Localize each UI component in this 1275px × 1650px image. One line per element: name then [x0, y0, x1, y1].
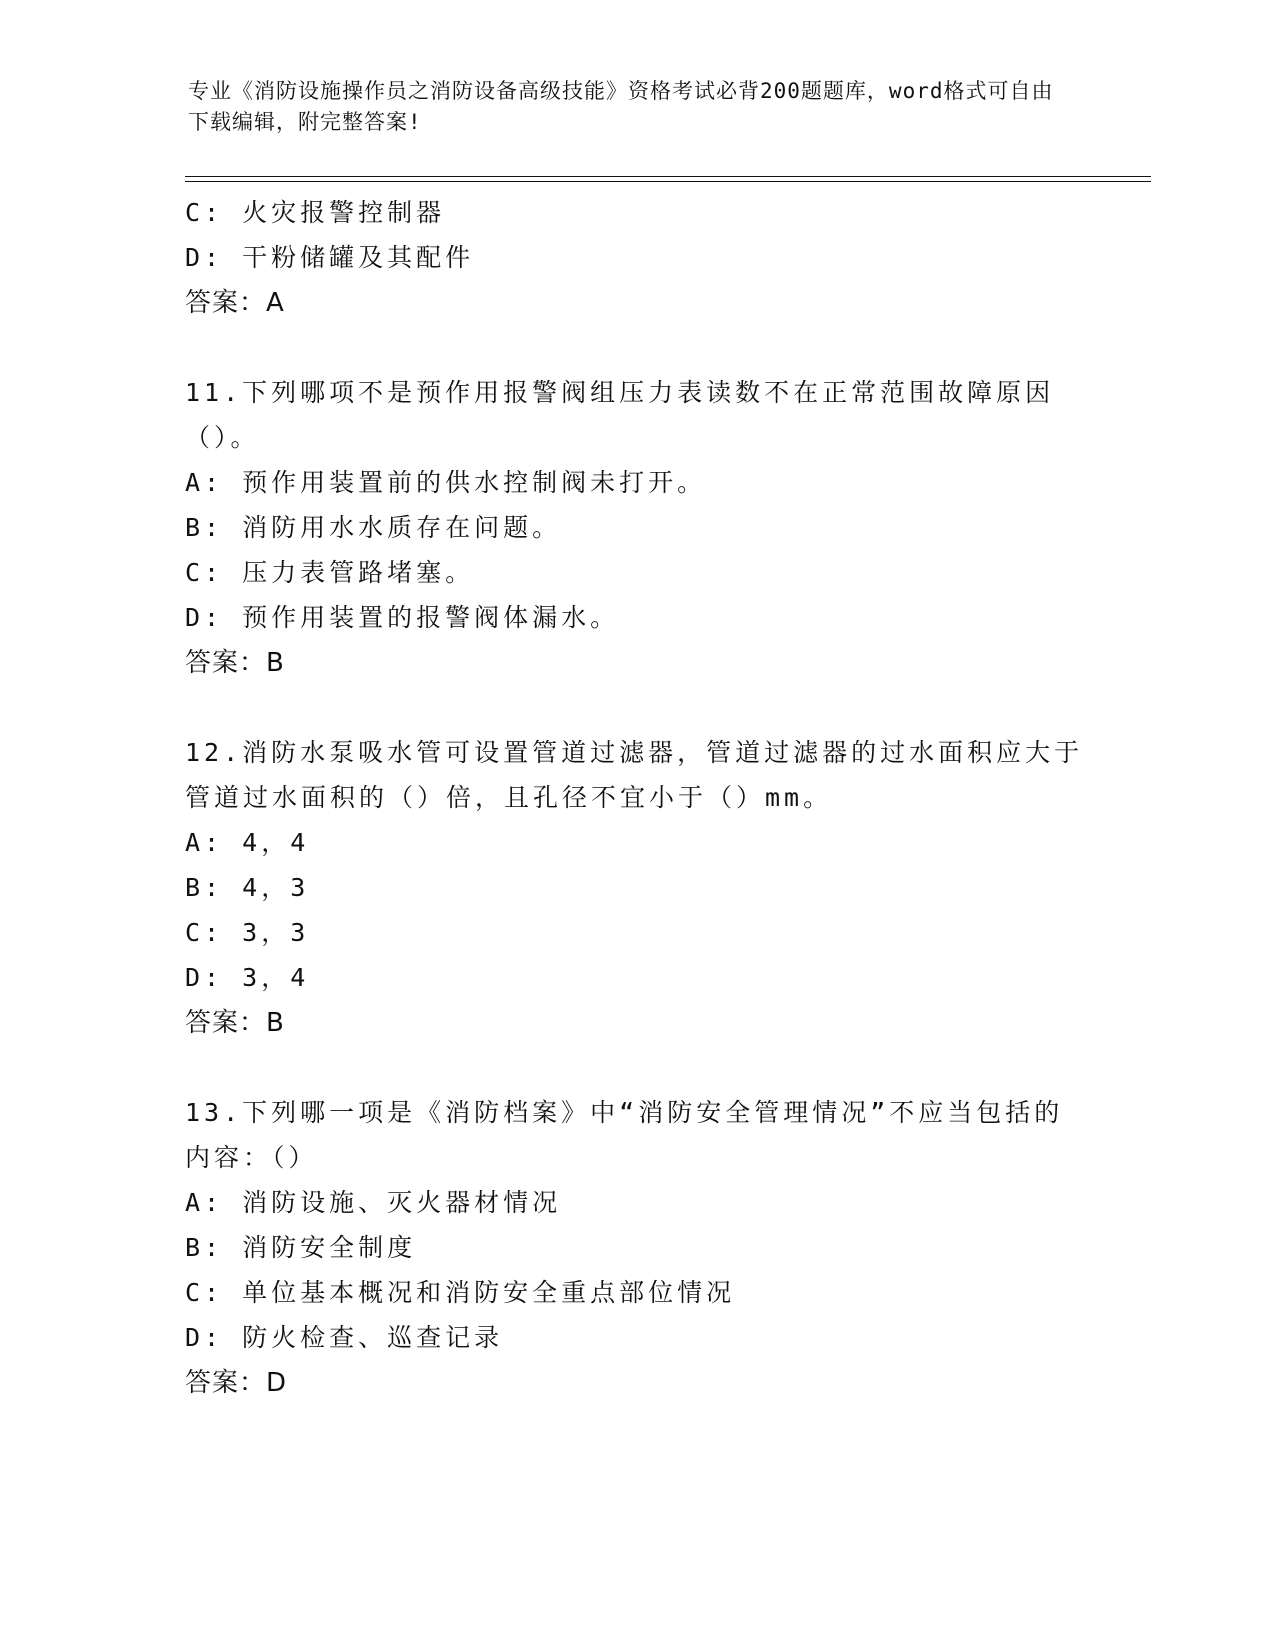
option-d: D: 防火检查、巡查记录: [185, 1323, 504, 1352]
option-a: A: 预作用装置前的供水控制阀未打开。: [185, 468, 707, 497]
header-divider-bottom: [185, 181, 1151, 182]
option-d: D: 预作用装置的报警阀体漏水。: [185, 603, 620, 632]
question-stem: 13.下列哪一项是《消防档案》中“消防安全管理情况”不应当包括的内容：（）: [185, 1098, 1064, 1172]
answer: 答案：B: [185, 648, 285, 678]
answer: 答案：B: [185, 1008, 285, 1038]
question-11: [185, 370, 1085, 686]
answer: 答案：A: [185, 288, 285, 318]
option-b: B: 4，3: [185, 873, 310, 902]
question-13: [185, 1090, 1085, 1406]
option-a: A: 4，4: [185, 828, 310, 857]
header-divider-top: [185, 176, 1151, 177]
option-c: C: 压力表管路堵塞。: [185, 558, 475, 587]
question-stem: 11.下列哪项不是预作用报警阀组压力表读数不在正常范围故障原因（）。: [185, 378, 1055, 452]
option-c: C: 3，3: [185, 918, 310, 947]
question-12: [185, 730, 1085, 1046]
prev-question-tail: [185, 190, 1085, 326]
option-c: C: 火灾报警控制器: [185, 198, 446, 227]
option-d: D: 3，4: [185, 963, 310, 992]
option-b: B: 消防安全制度: [185, 1233, 417, 1262]
question-stem: 12.消防水泵吸水管可设置管道过滤器，管道过滤器的过水面积应大于管道过水面积的（）倍，且孔径不宜小于（）mm。: [185, 738, 1084, 812]
option-b: B: 消防用水水质存在问题。: [185, 513, 562, 542]
document-body: [185, 190, 1085, 1406]
option-c: C: 单位基本概况和消防安全重点部位情况: [185, 1278, 736, 1307]
answer: 答案：D: [185, 1368, 288, 1398]
document-header: 专业《消防设施操作员之消防设备高级技能》资格考试必背200题题库，word格式可自由下载编辑，附完整答案!: [188, 79, 1054, 134]
option-d: D: 干粉储罐及其配件: [185, 243, 475, 272]
option-a: A: 消防设施、灭火器材情况: [185, 1188, 562, 1217]
